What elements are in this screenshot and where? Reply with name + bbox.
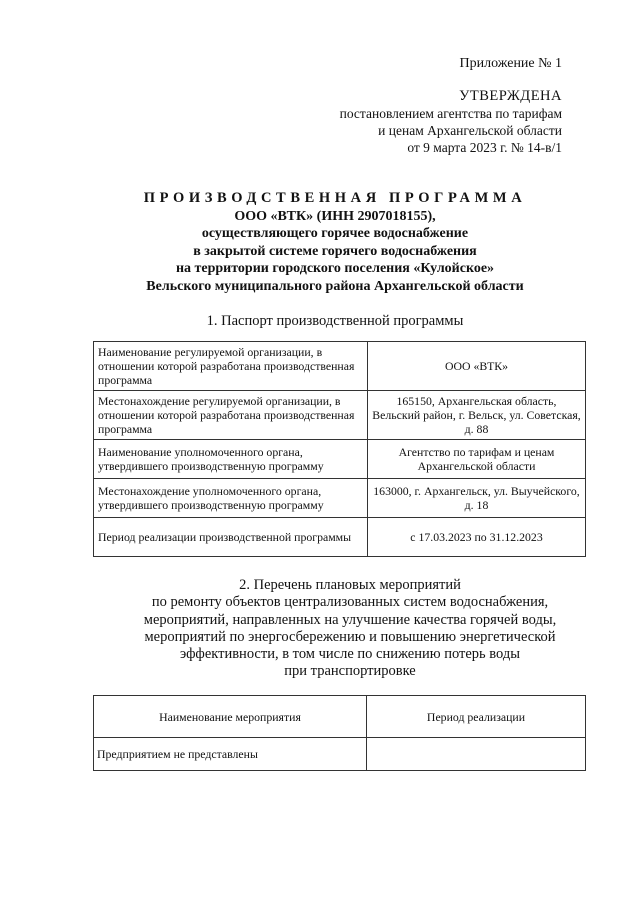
- section-2-line-4: мероприятий по энергосбережению и повышению энергетической: [144, 628, 556, 645]
- passport-label: Наименование регулируемой организации, в отношении которой разработана производственная программа: [94, 342, 368, 391]
- measures-table: [93, 695, 586, 771]
- section-2-line-1: 2. Перечень плановых мероприятий: [239, 577, 461, 593]
- table-row: [94, 440, 586, 479]
- passport-table: [93, 341, 586, 557]
- passport-label: Период реализации производственной программы: [94, 518, 368, 557]
- title-line-3: осуществляющего горячее водоснабжение: [201, 226, 469, 241]
- section-2-line-3: мероприятий, направленных на улучшение качества горячей воды,: [143, 611, 557, 628]
- passport-value: ООО «ВТК»: [368, 342, 586, 391]
- passport-value: 163000, г. Архангельск, ул. Выучейского, д. 18: [368, 479, 586, 518]
- section-2-heading: [80, 577, 620, 681]
- title-line-4: в закрытой системе горячего водоснабжения: [193, 243, 477, 259]
- passport-value: Агентство по тарифам и ценам Архангельской области: [368, 440, 586, 479]
- document-title: [60, 190, 610, 295]
- passport-label: Местонахождение уполномоченного органа, утвердившего производственную программу: [94, 479, 368, 518]
- table-header-row: [94, 696, 586, 738]
- approved-line-3: от 9 марта 2023 г. № 14-в/1: [407, 140, 562, 155]
- table-row: [94, 738, 586, 771]
- column-header-measure: Наименование мероприятия: [94, 696, 367, 738]
- section-2-line-5: эффективности, в том числе по снижению потерь воды: [179, 646, 520, 663]
- passport-value: 165150, Архангельская область, Вельский район, г. Вельск, ул. Советская, д. 88: [368, 391, 586, 440]
- approved-line-1: постановлением агентства по тарифам: [339, 106, 562, 121]
- approved-line-2: и ценам Архангельской области: [378, 123, 562, 138]
- table-row: [94, 518, 586, 557]
- table-row: [94, 479, 586, 518]
- title-line-6: Вельского муниципального района Архангельской области: [146, 278, 524, 294]
- passport-value: с 17.03.2023 по 31.12.2023: [368, 518, 586, 557]
- section-2-line-2: по ремонту объектов централизованных систем водоснабжения,: [151, 594, 549, 611]
- measure-period-cell: [367, 738, 586, 771]
- appendix-label: Приложение № 1: [459, 56, 562, 71]
- column-header-period: Период реализации: [367, 696, 586, 738]
- approved-heading: УТВЕРЖДЕНА: [459, 88, 562, 104]
- title-line-1: ПРОИЗВОДСТВЕННАЯ ПРОГРАММА: [143, 190, 527, 206]
- table-row: [94, 391, 586, 440]
- title-line-2: ООО «ВТК» (ИНН 2907018155),: [234, 208, 436, 224]
- table-row: [94, 342, 586, 391]
- passport-label: Наименование уполномоченного органа, утвердившего производственную программу: [94, 440, 368, 479]
- measure-name-cell: Предприятием не представлены: [94, 738, 367, 771]
- section-2-line-6: при транспортировке: [284, 663, 416, 680]
- approval-block: [300, 88, 562, 156]
- title-line-5: на территории городского поселения «Кулойское»: [175, 261, 495, 276]
- passport-label: Местонахождение регулируемой организации, в отношении которой разработана производственная программа: [94, 391, 368, 440]
- section-1-heading: 1. Паспорт производственной программы: [206, 313, 464, 329]
